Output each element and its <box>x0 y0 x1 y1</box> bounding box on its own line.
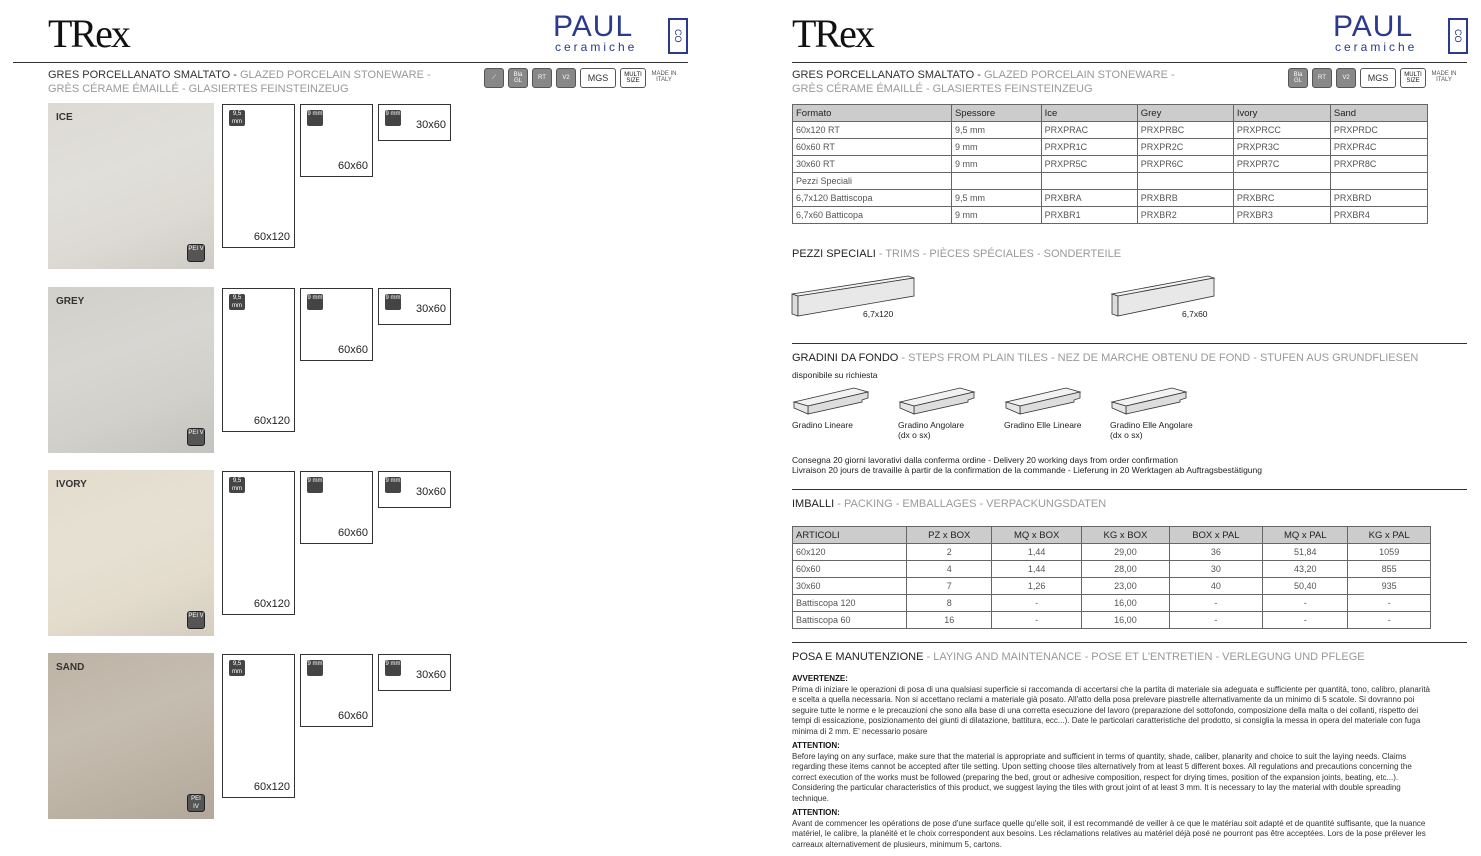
pack-cell: 16,00 <box>1082 612 1169 629</box>
pack-cell: 1,44 <box>992 544 1082 561</box>
pack-header-cell: KG x PAL <box>1348 527 1431 544</box>
spec-cell: 9,5 mm <box>951 190 1041 207</box>
spec-header-cell: Spessore <box>951 105 1041 122</box>
pack-cell: - <box>1348 595 1431 612</box>
table-row <box>793 561 1431 578</box>
bla-gl-icon: Bla GL <box>1288 68 1308 88</box>
format-box <box>300 471 373 544</box>
spec-cell: 60x60 RT <box>793 139 952 156</box>
spec-cell: PRXPRCC <box>1233 122 1330 139</box>
tile-swatch <box>48 470 214 636</box>
thickness-icon: 9 mm <box>307 660 323 676</box>
format-label: 60x60 <box>338 160 368 172</box>
spec-cell: 6,7x60 Batticopa <box>793 207 952 224</box>
gradini-head-main: GRADINI DA FONDO <box>792 352 899 364</box>
step-sublabel: (dx o sx) <box>1110 430 1143 440</box>
spec-cell: PRXPR5C <box>1041 156 1137 173</box>
spec-header-cell: Formato <box>793 105 952 122</box>
pack-cell: 16,00 <box>1082 595 1169 612</box>
trim-120-drawing <box>790 272 920 320</box>
pack-cell: - <box>1348 612 1431 629</box>
paul-logo <box>553 10 688 55</box>
title-main: GRES PORCELLANATO SMALTATO - <box>48 69 240 81</box>
pack-header-cell: PZ x BOX <box>907 527 992 544</box>
format-box <box>378 104 451 141</box>
imballi-head-main: IMBALLI <box>792 498 835 510</box>
spec-header-cell: Ivory <box>1233 105 1330 122</box>
section-rule-3 <box>792 642 1467 643</box>
table-row <box>793 544 1431 561</box>
paul-word: PAUL <box>553 10 634 43</box>
imballi-heading <box>792 498 1106 510</box>
multi-size-icon: MULTI SIZE <box>620 68 646 88</box>
spec-cell: 60x120 RT <box>793 122 952 139</box>
thickness-icon: 9 mm <box>307 294 323 310</box>
spec-cell <box>1137 173 1233 190</box>
tile-name: SAND <box>56 662 85 673</box>
pack-cell: - <box>992 595 1082 612</box>
posa-block-title: ATTENTION: <box>792 741 840 750</box>
thickness-icon: 9 mm <box>385 110 401 126</box>
table-row <box>793 190 1428 207</box>
pack-cell: 8 <box>907 595 992 612</box>
spec-cell: Pezzi Speciali <box>793 173 952 190</box>
paul-word: PAUL <box>1333 10 1414 43</box>
thickness-icon: 9 mm <box>307 110 323 126</box>
format-box <box>222 104 295 248</box>
section-rule <box>792 343 1467 344</box>
pack-cell: 4 <box>907 561 992 578</box>
format-box <box>300 104 373 177</box>
spec-cell <box>1233 173 1330 190</box>
step-drawing <box>1110 386 1190 418</box>
thickness-icon: 9 mm <box>385 294 401 310</box>
tile-swatch <box>48 287 214 453</box>
header-title-line2-right: GRÈS CÉRAME ÉMAILLÉ - GLASIERTES FEINSTEINZEUG <box>792 83 1093 95</box>
spec-cell <box>1330 173 1427 190</box>
format-box <box>222 288 295 432</box>
table-row <box>793 156 1428 173</box>
gradini-head-gray: - STEPS FROM PLAIN TILES - NEZ DE MARCHE OBTENU DE FOND - STUFEN AUS GRUNDFLIESEN <box>898 352 1419 364</box>
format-label: 60x120 <box>253 598 290 610</box>
format-box <box>378 471 451 508</box>
paul-sub: ceramiche <box>555 40 638 54</box>
section-rule-2 <box>792 489 1467 490</box>
step-label: Gradino Lineare <box>792 420 853 430</box>
spec-cell: PRXPR8C <box>1330 156 1427 173</box>
pei-icon: PEI V <box>187 428 205 446</box>
tile-swatch <box>48 103 214 269</box>
spec-cell: 9,5 mm <box>951 122 1041 139</box>
trim-120-label: 6,7x120 <box>863 309 894 319</box>
pack-cell: 50,40 <box>1263 578 1348 595</box>
spec-cell: 9 mm <box>951 139 1041 156</box>
tile-name: IVORY <box>56 479 87 490</box>
spec-cell: 9 mm <box>951 207 1041 224</box>
format-label: 60x120 <box>253 781 290 793</box>
header-rule <box>13 62 688 63</box>
table-row <box>793 207 1428 224</box>
posa-block-title: AVVERTENZE: <box>792 674 848 683</box>
spec-cell: PRXPR6C <box>1137 156 1233 173</box>
badges-left <box>484 68 678 88</box>
gradini-sub: disponibile su richiesta <box>792 370 878 380</box>
header-title <box>48 69 431 81</box>
thickness-icon: 9 mm <box>307 477 323 493</box>
posa-block-text: Before laying on any surface, make sure that the material is appropriate and sufficient in terms of quantity, shade, caliber, planarity and choice to suit the laying needs. Claims regarding these items cannot be accepted after tile setting. Upon setting choose tiles alternatively from at least 5 different boxes. All regulations and precautions concerning the correct execution of the works must be followed (preparing the bed, grout or adhesive composition, respect for drying times, position of the expansion joints, beating, etc...). Considering the particular characteristics of this product, we suggest laying the tiles with grout joint of at least 3 mm. It is necessary to lay the material with double spreading technique. <box>792 751 1412 803</box>
pack-cell: 43,20 <box>1263 561 1348 578</box>
pack-cell: 1,44 <box>992 561 1082 578</box>
paul-co: CO <box>1448 18 1468 54</box>
rt-icon: RT <box>532 68 552 88</box>
v2-icon: V2 <box>1336 68 1356 88</box>
format-label: 60x60 <box>338 344 368 356</box>
tile-swatch <box>48 653 214 819</box>
table-row <box>793 595 1431 612</box>
spec-cell <box>1041 173 1137 190</box>
format-box <box>378 288 451 325</box>
header-title-right <box>792 69 1175 81</box>
spec-cell: PRXBRC <box>1233 190 1330 207</box>
spec-cell: PRXBR1 <box>1041 207 1137 224</box>
spec-cell: PRXBR2 <box>1137 207 1233 224</box>
thickness-icon: 9 mm <box>385 660 401 676</box>
posa-block-en <box>792 741 1432 804</box>
spec-header-cell: Grey <box>1137 105 1233 122</box>
paul-co: CO <box>668 18 688 54</box>
pack-cell: 40 <box>1169 578 1262 595</box>
step-label: Gradino Elle Angolare <box>1110 420 1193 430</box>
thickness-icon: 9,5 mm <box>229 660 245 676</box>
trim-60-label: 6,7x60 <box>1182 309 1208 319</box>
step-label: Gradino Elle Lineare <box>1004 420 1082 430</box>
pack-cell: 2 <box>907 544 992 561</box>
format-box <box>300 288 373 361</box>
pezzi-head-main: PEZZI SPECIALI <box>792 248 876 260</box>
format-label: 30x60 <box>416 486 446 498</box>
pack-cell: - <box>1169 595 1262 612</box>
posa-block-fr <box>792 808 1432 850</box>
format-label: 30x60 <box>416 669 446 681</box>
pack-header-cell: BOX x PAL <box>1169 527 1262 544</box>
title-gray: GLAZED PORCELAIN STONEWARE - <box>239 69 431 81</box>
pei-icon: PEI V <box>187 611 205 629</box>
pack-cell: - <box>992 612 1082 629</box>
posa-block-text: Avant de commencer les opérations de pose d'une surface quelle qu'elle soit, il est recommandé de veiller à ce que le matériau soit adapté et de quantité suffisante, que la nuance matériel, le calibre, la planéité et le choix correspondent aux besoins. Les réclamations relatives au matériel déjà posé ne pourront pas être acceptées. Lors de la pose prélever les carreaux alternativement de plusieurs, minimum 5, cartons. <box>792 818 1426 849</box>
thickness-icon: 9,5 mm <box>229 294 245 310</box>
imballi-head-gray: - PACKING - EMBALLAGES - VERPACKUNGSDATEN <box>834 498 1107 510</box>
spec-cell: PRXPR1C <box>1041 139 1137 156</box>
badges-right <box>1288 68 1458 88</box>
tile-name: GREY <box>56 296 85 307</box>
posa-block-text: Prima di iniziare le operazioni di posa di una qualsiasi superficie si raccomanda di accertarsi che la partita di materiale sia adeguata e sufficiente per quantità, tono, calibro, planarità e scelta a quella necessaria. Non si accettano reclami a materiale già posato. All'atto della posa prelevare piastrelle alternativamente da un minimo di 5 scatole. Si dovranno poi seguire tutte le norme e le precauzioni che sono alla base di una corretta esecuzione del lavoro (preparazione del sottofondo, composizione della malta o dei collanti, rispetto dei tempi di essicazione, posizionamento dei giunti di dilatazione, battitura, ecc...). Date le particolari caratteristiche del prodotto, si consiglia la messa in opera del materiale con fuga minima di 2 mm. E' necessario posare <box>792 684 1430 736</box>
thickness-icon: 9,5 mm <box>229 110 245 126</box>
multi-size-icon: MULTI SIZE <box>1400 68 1426 88</box>
spec-cell: PRXPRAC <box>1041 122 1137 139</box>
paul-sub: ceramiche <box>1335 40 1418 54</box>
packing-table <box>792 526 1431 629</box>
mgs-icon: MGS <box>580 68 616 88</box>
step-label: Gradino Angolare <box>898 420 965 430</box>
thickness-icon: 9,5 mm <box>229 477 245 493</box>
trex-logo: TRex <box>48 11 129 56</box>
pack-cell: Battiscopa 60 <box>793 612 907 629</box>
pack-cell: 23,00 <box>1082 578 1169 595</box>
delivery-line2: Livraison 20 jours de travaille à partir de la confirmation de la commande - Lieferung in 20 Werktagen ab Auftragsbestätigung <box>792 465 1262 475</box>
spec-cell: 30x60 RT <box>793 156 952 173</box>
table-row <box>793 139 1428 156</box>
spec-cell: 9 mm <box>951 156 1041 173</box>
posa-block-title: ATTENTION: <box>792 808 840 817</box>
pack-header-cell: MQ x PAL <box>1263 527 1348 544</box>
header-title-line2: GRÈS CÉRAME ÉMAILLÉ - GLASIERTES FEINSTEINZEUG <box>48 83 349 95</box>
pezzi-head-gray: - TRIMS - PIÈCES SPÉCIALES - SONDERTEILE <box>875 248 1122 260</box>
spec-cell: PRXBRD <box>1330 190 1427 207</box>
spec-cell: PRXBRA <box>1041 190 1137 207</box>
pack-cell: 36 <box>1169 544 1262 561</box>
pack-cell: 60x60 <box>793 561 907 578</box>
pack-cell: 935 <box>1348 578 1431 595</box>
title-main: GRES PORCELLANATO SMALTATO - <box>792 69 984 81</box>
pack-cell: 16 <box>907 612 992 629</box>
pack-header-cell: ARTICOLI <box>793 527 907 544</box>
spec-cell <box>951 173 1041 190</box>
spec-header-cell: Sand <box>1330 105 1427 122</box>
made-in-italy-icon: MADE IN ITALY <box>1430 68 1458 86</box>
pack-cell: 30 <box>1169 561 1262 578</box>
format-box <box>222 471 295 615</box>
format-label: 30x60 <box>416 119 446 131</box>
spec-cell: PRXBR3 <box>1233 207 1330 224</box>
posa-head-main: POSA E MANUTENZIONE <box>792 651 924 663</box>
pack-cell: 855 <box>1348 561 1431 578</box>
pack-header-cell: KG x BOX <box>1082 527 1169 544</box>
gradini-heading <box>792 352 1418 364</box>
trex-logo-right: TRex <box>792 11 873 56</box>
format-label: 60x60 <box>338 710 368 722</box>
spec-cell: PRXBRB <box>1137 190 1233 207</box>
header-rule-right <box>792 62 1467 63</box>
title-gray: GLAZED PORCELAIN STONEWARE - <box>983 69 1175 81</box>
step-drawing <box>792 386 872 418</box>
pack-cell: - <box>1263 595 1348 612</box>
thickness-icon: 9 mm <box>385 477 401 493</box>
spec-table <box>792 104 1428 224</box>
pack-cell: 1059 <box>1348 544 1431 561</box>
paul-logo-right <box>1333 10 1468 55</box>
format-label: 60x60 <box>338 527 368 539</box>
table-row <box>793 612 1431 629</box>
spec-cell: PRXPR7C <box>1233 156 1330 173</box>
table-row <box>793 578 1431 595</box>
spec-cell: PRXPRDC <box>1330 122 1427 139</box>
step-drawing <box>898 386 978 418</box>
pack-cell: 7 <box>907 578 992 595</box>
format-label: 30x60 <box>416 303 446 315</box>
posa-head-gray: - LAYING AND MAINTENANCE - POSE ET L'ENTRETIEN - VERLEGUNG UND PFLEGE <box>923 651 1365 663</box>
pack-cell: - <box>1169 612 1262 629</box>
pack-cell: 51,84 <box>1263 544 1348 561</box>
pack-cell: 30x60 <box>793 578 907 595</box>
pack-header-cell: MQ x BOX <box>992 527 1082 544</box>
pack-cell: 1,26 <box>992 578 1082 595</box>
table-row <box>793 122 1428 139</box>
v2-icon: V2 <box>556 68 576 88</box>
posa-block-it <box>792 674 1432 737</box>
pack-cell: 29,00 <box>1082 544 1169 561</box>
rt-icon: RT <box>1312 68 1332 88</box>
format-box <box>222 654 295 798</box>
pack-cell: Battiscopa 120 <box>793 595 907 612</box>
format-label: 60x120 <box>253 231 290 243</box>
format-label: 60x120 <box>253 415 290 427</box>
pack-cell: 28,00 <box>1082 561 1169 578</box>
step-drawing <box>1004 386 1084 418</box>
step-sublabel: (dx o sx) <box>898 430 931 440</box>
mgs-icon: MGS <box>1360 68 1396 88</box>
pack-cell: - <box>1263 612 1348 629</box>
spec-header-cell: Ice <box>1041 105 1137 122</box>
table-row <box>793 173 1428 190</box>
spec-cell: PRXPR2C <box>1137 139 1233 156</box>
spec-cell: PRXPRBC <box>1137 122 1233 139</box>
pack-cell: 60x120 <box>793 544 907 561</box>
posa-heading <box>792 651 1365 663</box>
bla-gl-icon: Bla GL <box>508 68 528 88</box>
tile-name: ICE <box>56 112 73 123</box>
spec-cell: PRXPR3C <box>1233 139 1330 156</box>
format-box <box>300 654 373 727</box>
delivery-line1: Consegna 20 giorni lavorativi dalla conferma ordine - Delivery 20 working days from order confirmation <box>792 455 1178 465</box>
spec-cell: 6,7x120 Battiscopa <box>793 190 952 207</box>
made-in-italy-icon: MADE IN ITALY <box>650 68 678 86</box>
posa-body <box>792 674 1432 850</box>
pezzi-heading <box>792 248 1121 260</box>
format-box <box>378 654 451 691</box>
spec-cell: PRXPR4C <box>1330 139 1427 156</box>
pei-icon: PEI V <box>187 244 205 262</box>
pei-icon: PEI IV <box>187 794 205 812</box>
spec-cell: PRXBR4 <box>1330 207 1427 224</box>
glazed-icon: ⟋ <box>484 68 504 88</box>
